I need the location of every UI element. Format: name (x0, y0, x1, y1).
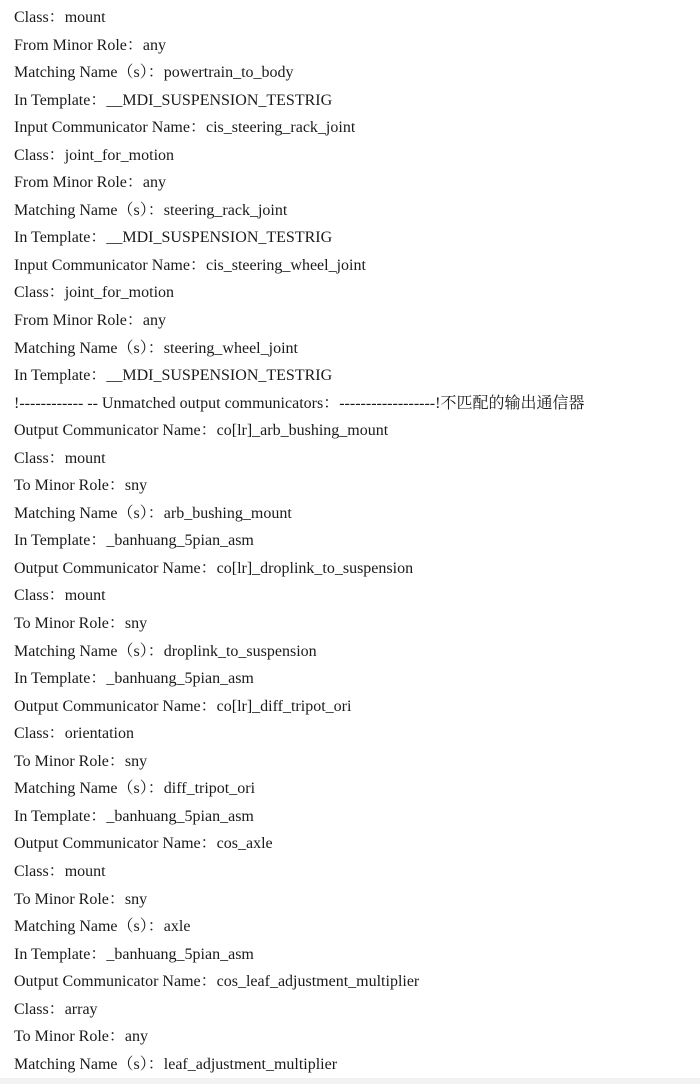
line-value: co[lr]_diff_tripot_ori (216, 697, 352, 715)
line-value: _banhuang_5pian_asm (106, 532, 254, 550)
page-bottom-edge (0, 1078, 700, 1084)
line-value: cis_steering_rack_joint (205, 119, 356, 137)
text-line (14, 886, 696, 914)
line-value: steering_wheel_joint (163, 339, 298, 357)
line-label: To Minor Role： (14, 1028, 125, 1046)
line-label: Matching Name（s）： (14, 642, 164, 660)
line-value: axle (163, 918, 191, 936)
text-line (14, 555, 696, 583)
line-label: Output Communicator Name： (14, 973, 217, 991)
text-line (14, 803, 696, 831)
line-value: orientation (64, 725, 134, 743)
text-line (14, 445, 696, 473)
line-label: From Minor Role： (14, 36, 143, 54)
line-value: co[lr]_arb_bushing_mount (216, 422, 389, 440)
text-line (14, 1023, 696, 1051)
line-label: Class： (14, 146, 65, 164)
line-label: From Minor Role： (14, 312, 143, 330)
line-label: Class： (14, 862, 65, 880)
text-line (14, 830, 696, 858)
line-value: steering_rack_joint (163, 201, 288, 219)
text-line (14, 968, 696, 996)
line-value: mount (64, 449, 106, 467)
line-value: cos_axle (216, 835, 273, 853)
line-label: Output Communicator Name： (14, 422, 217, 440)
line-label: In Template： (14, 91, 107, 109)
line-value: any (142, 36, 167, 54)
text-line (14, 693, 696, 721)
line-value: leaf_adjustment_multiplier (163, 1055, 338, 1073)
text-line (14, 32, 696, 60)
line-label: !------------ -- Unmatched output communicators： (14, 394, 340, 412)
line-label: In Template： (14, 532, 107, 550)
text-line (14, 913, 696, 941)
line-value: cos_leaf_adjustment_multiplier (216, 973, 420, 991)
line-label: In Template： (14, 807, 107, 825)
line-label: Matching Name（s）： (14, 64, 164, 82)
text-line (14, 720, 696, 748)
line-value: any (142, 312, 167, 330)
line-value: ------------------!不匹配的输出通信器 (339, 394, 585, 412)
text-line (14, 500, 696, 528)
line-label: Matching Name（s）： (14, 504, 164, 522)
line-value: mount (64, 9, 106, 26)
line-value: joint_for_motion (64, 146, 175, 164)
line-value: diff_tripot_ori (163, 780, 256, 798)
text-line (14, 582, 696, 610)
line-label: Class： (14, 284, 65, 302)
line-value: powertrain_to_body (163, 64, 294, 82)
text-line (14, 362, 696, 390)
text-line (14, 417, 696, 445)
line-label: Output Communicator Name： (14, 697, 217, 715)
line-value: sny (124, 615, 148, 633)
line-label: To Minor Role： (14, 615, 125, 633)
text-line (14, 59, 696, 87)
line-value: _banhuang_5pian_asm (106, 670, 254, 688)
line-label: Class： (14, 587, 65, 605)
text-line (14, 1051, 696, 1079)
line-value: mount (64, 862, 106, 880)
line-label: To Minor Role： (14, 890, 125, 908)
line-value: sny (124, 890, 148, 908)
line-value: sny (124, 752, 148, 770)
line-value: _banhuang_5pian_asm (106, 945, 254, 963)
text-line (14, 114, 696, 142)
line-value: mount (64, 587, 106, 605)
line-value: co[lr]_droplink_to_suspension (216, 559, 414, 577)
text-line (14, 197, 696, 225)
line-label: To Minor Role： (14, 477, 125, 495)
line-value: any (124, 1028, 148, 1046)
text-line (14, 307, 696, 335)
line-value: any (142, 174, 167, 192)
line-label: Input Communicator Name： (14, 119, 206, 137)
line-label: In Template： (14, 670, 107, 688)
text-line (14, 335, 696, 363)
text-line (14, 775, 696, 803)
line-label: Class： (14, 9, 65, 26)
line-label: Matching Name（s）： (14, 201, 164, 219)
line-value: droplink_to_suspension (163, 642, 317, 660)
text-line (14, 252, 696, 280)
line-label: In Template： (14, 367, 107, 385)
line-label: Input Communicator Name： (14, 256, 206, 274)
line-label: To Minor Role： (14, 752, 125, 770)
text-line (14, 87, 696, 115)
line-label: Matching Name（s）： (14, 780, 164, 798)
line-label: Output Communicator Name： (14, 559, 217, 577)
line-value: __MDI_SUSPENSION_TESTRIG (106, 367, 333, 385)
line-label: Class： (14, 449, 65, 467)
line-label: Matching Name（s）： (14, 918, 164, 936)
text-line (14, 224, 696, 252)
text-line (14, 390, 696, 418)
line-label: Output Communicator Name： (14, 835, 217, 853)
text-line (14, 472, 696, 500)
text-line (14, 748, 696, 776)
line-label: Class： (14, 1000, 65, 1018)
text-line (14, 610, 696, 638)
document-text (14, 4, 696, 1078)
line-label: Matching Name（s）： (14, 1055, 164, 1073)
text-line (14, 996, 696, 1024)
line-label: Class： (14, 725, 65, 743)
text-line (14, 941, 696, 969)
text-line (14, 858, 696, 886)
line-label: In Template： (14, 945, 107, 963)
line-value: array (64, 1000, 98, 1018)
text-line (14, 142, 696, 170)
text-line (14, 665, 696, 693)
line-label: In Template： (14, 229, 107, 247)
line-value: sny (124, 477, 148, 495)
text-line (14, 279, 696, 307)
line-value: _banhuang_5pian_asm (106, 807, 254, 825)
line-value: arb_bushing_mount (163, 504, 292, 522)
line-label: Matching Name（s）： (14, 339, 164, 357)
line-value: joint_for_motion (64, 284, 175, 302)
text-line (14, 169, 696, 197)
text-line (14, 527, 696, 555)
text-line (14, 4, 696, 32)
text-line (14, 638, 696, 666)
line-value: __MDI_SUSPENSION_TESTRIG (106, 229, 333, 247)
line-value: __MDI_SUSPENSION_TESTRIG (106, 91, 333, 109)
line-label: From Minor Role： (14, 174, 143, 192)
line-value: cis_steering_wheel_joint (205, 256, 366, 274)
